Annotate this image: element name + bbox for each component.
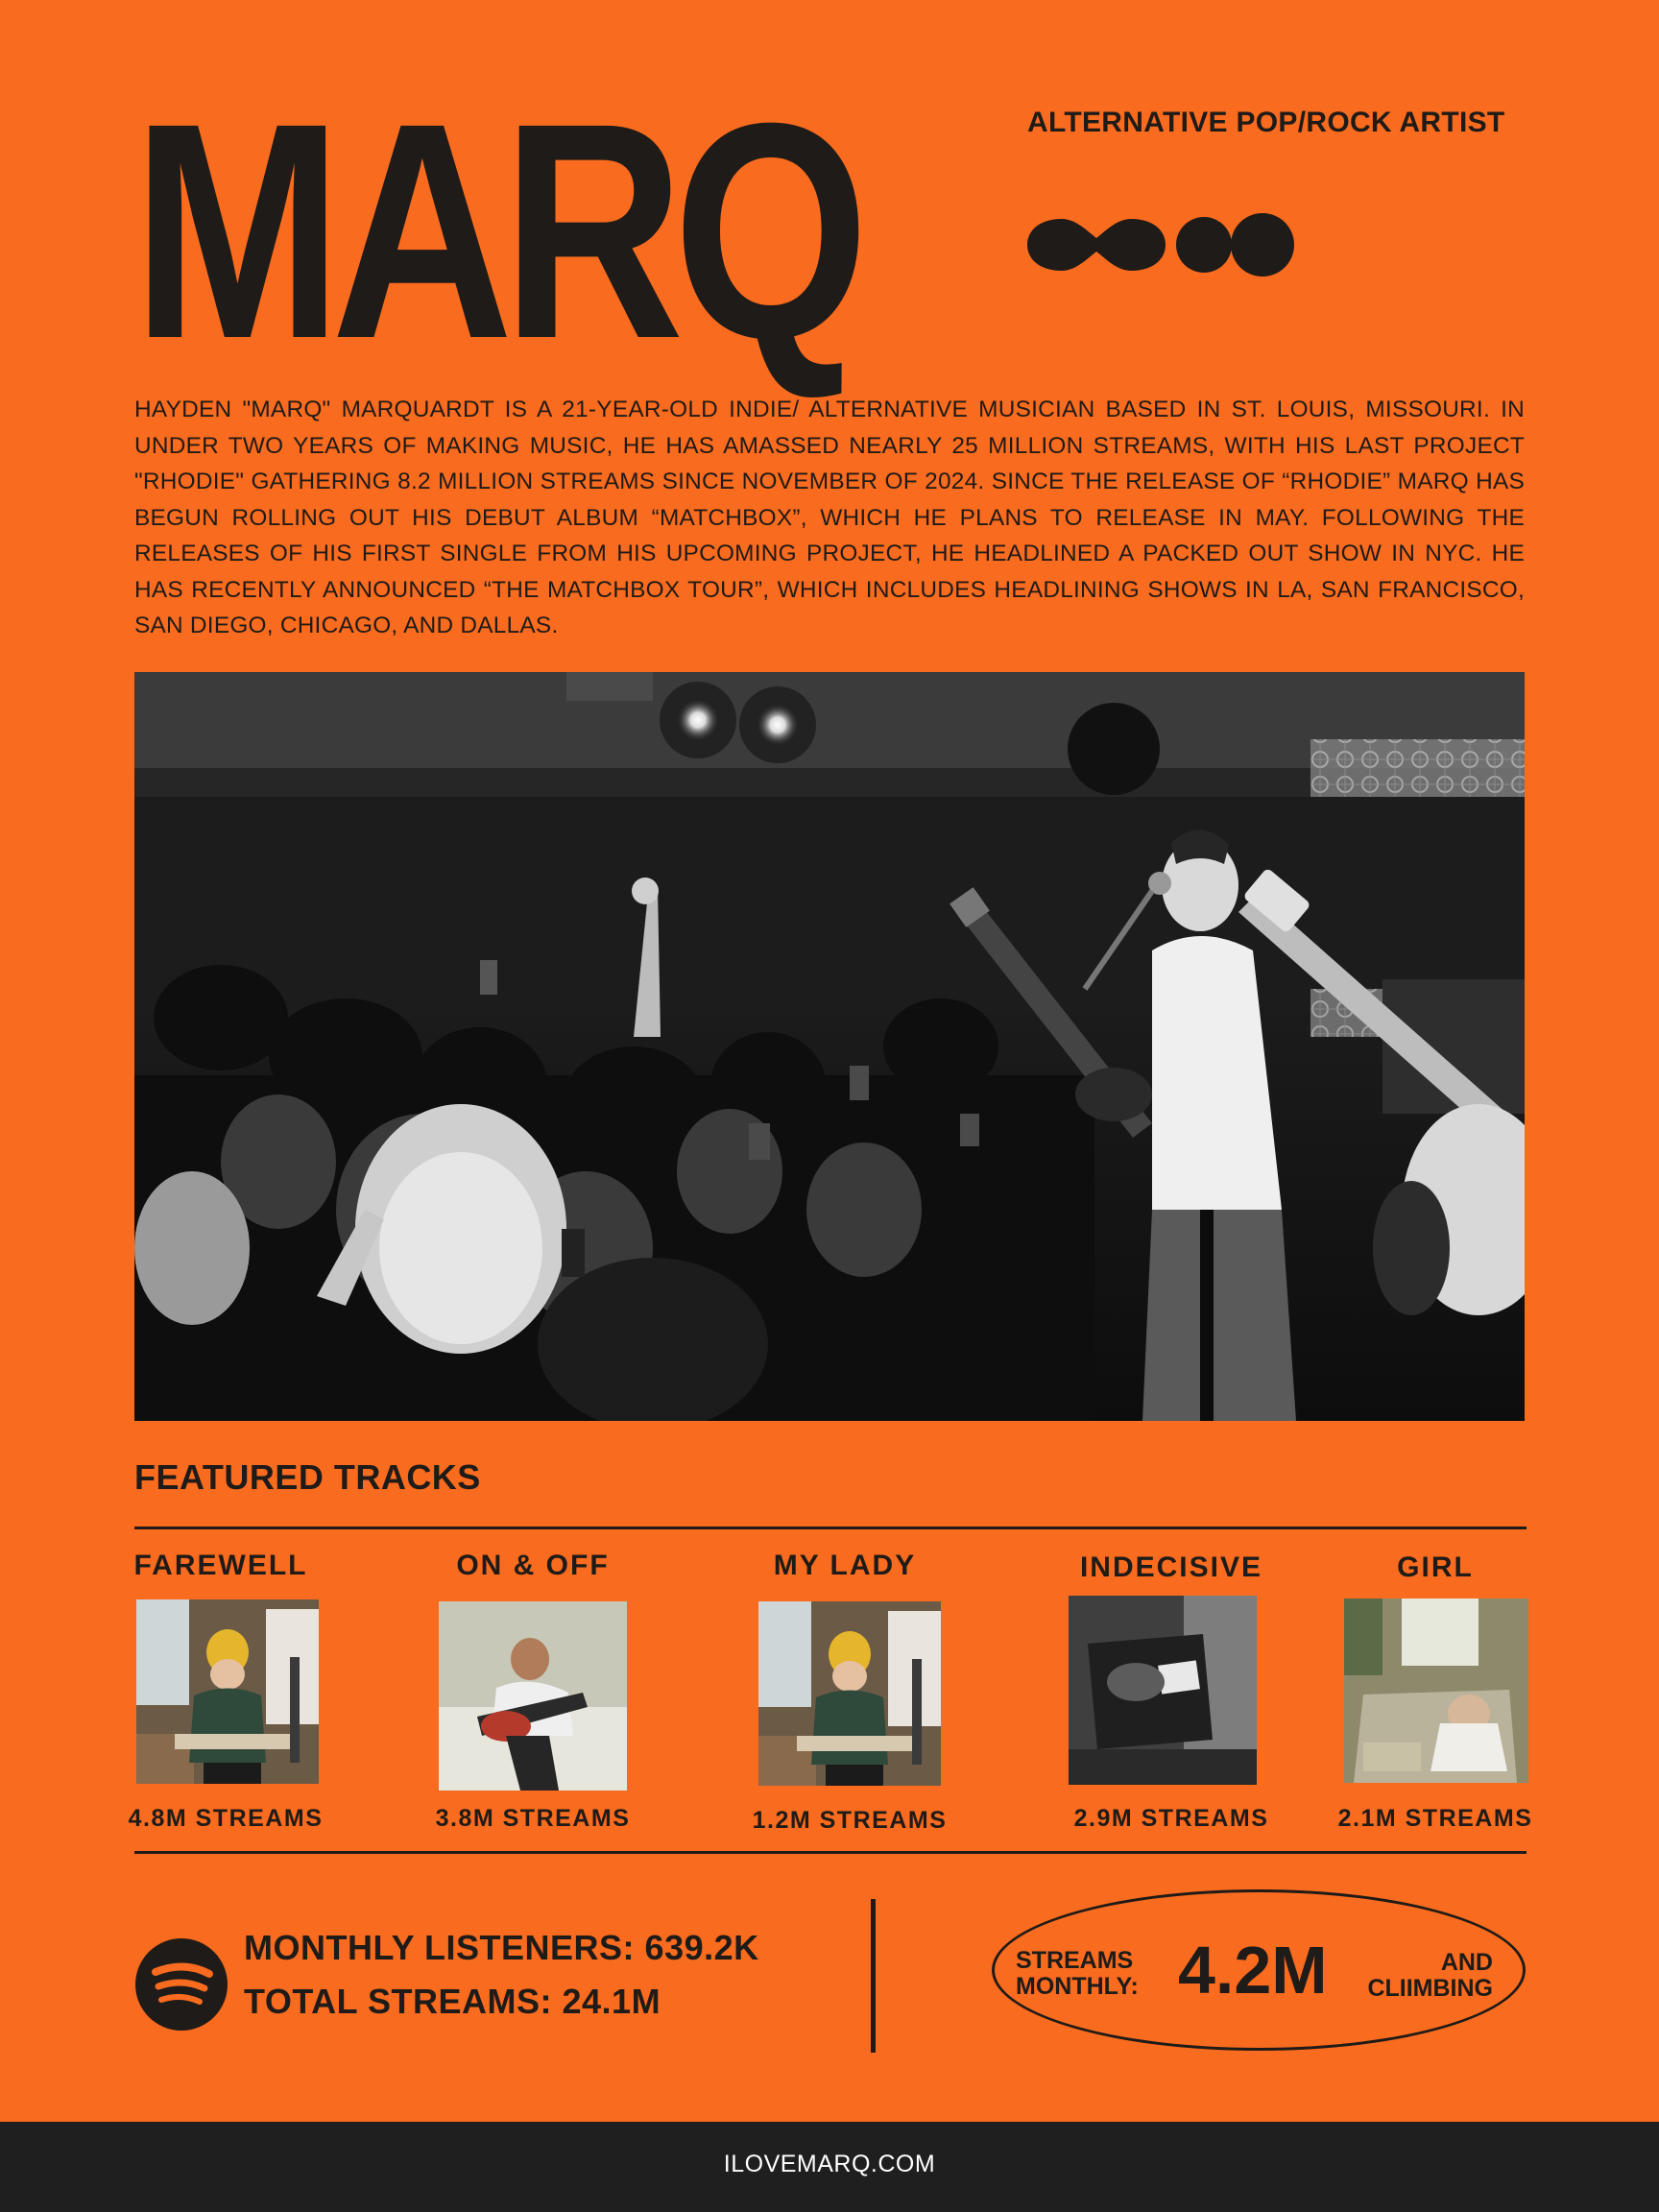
total-streams: TOTAL STREAMS: 24.1M xyxy=(244,1982,661,2021)
cover-art-bed-guitar xyxy=(439,1601,627,1791)
streams-label-line1: STREAMS xyxy=(1016,1947,1134,1974)
cover-art-room-guitar-alt xyxy=(758,1601,941,1786)
track-cover-farewell xyxy=(136,1599,319,1784)
spotify-icon xyxy=(134,1937,228,2032)
cover-art-bw-floor xyxy=(1069,1596,1257,1785)
trend-line2: CLIIMBING xyxy=(1367,1975,1493,2002)
track-cover-indecisive xyxy=(1069,1596,1257,1785)
infinity-dots-logo-icon xyxy=(1023,202,1302,288)
track-streams-my-lady: 1.2M STREAMS xyxy=(752,1807,948,1834)
track-title-my-lady: MY LADY xyxy=(773,1550,917,1581)
track-cover-my-lady xyxy=(758,1601,941,1786)
track-title-indecisive: INDECISIVE xyxy=(1079,1551,1263,1583)
concert-photo xyxy=(134,672,1525,1421)
track-streams-farewell: 4.8M STREAMS xyxy=(128,1805,324,1832)
track-title-girl: GIRL xyxy=(1397,1551,1474,1583)
track-cover-girl xyxy=(1344,1599,1528,1783)
cover-art-window-light xyxy=(1344,1599,1528,1783)
track-title-on-and-off: ON & OFF xyxy=(456,1550,610,1581)
featured-top-rule xyxy=(134,1527,1527,1529)
track-streams-on-and-off: 3.8M STREAMS xyxy=(435,1805,631,1832)
track-streams-indecisive: 2.9M STREAMS xyxy=(1073,1805,1269,1832)
artist-tagline: ALTERNATIVE POP/ROCK ARTIST xyxy=(1027,107,1505,138)
track-streams-girl: 2.1M STREAMS xyxy=(1337,1805,1533,1832)
website-link[interactable]: ILOVEMARQ.COM xyxy=(723,2151,936,2177)
artist-bio: HAYDEN "MARQ" MARQUARDT IS A 21-YEAR-OLD INDIE/ ALTERNATIVE MUSICIAN BASED IN ST. LOUIS, MISSOURI. IN UNDER TWO YEARS OF MAKING MUSIC, HE HAS AMASSED NEARLY 25 MILLION STREAMS, WITH HIS LAST PROJECT "RHODIE" GATHERING 8.2 MILLION STREAMS SINCE NOVEMBER OF 2024. SINCE THE RELEASE OF “RHODIE” MARQ HAS BEGUN ROLLING OUT HIS DEBUT ALBUM “MATCHBOX”, WHICH HE PLANS TO RELEASE IN MAY. FOLLOWING THE RELEASES OF HIS FIRST SINGLE FROM HIS UPCOMING PROJECT, HE HEADLINED A PACKED OUT SHOW IN NYC. HE HAS RECENTLY ANNOUNCED “THE MATCHBOX TOUR”, WHICH INCLUDES HEADLINING SHOWS IN LA, SAN FRANCISCO, SAN DIEGO, CHICAGO, AND DALLAS. xyxy=(134,397,1525,638)
featured-bottom-rule xyxy=(134,1851,1527,1854)
artist-name: MARQ xyxy=(132,59,858,402)
stats-divider xyxy=(871,1899,876,2053)
streams-monthly-value: 4.2M xyxy=(1178,1933,1328,2008)
featured-tracks-heading: FEATURED TRACKS xyxy=(134,1457,481,1497)
track-cover-on-and-off xyxy=(439,1601,627,1791)
monthly-listeners: MONTHLY LISTENERS: 639.2K xyxy=(244,1928,759,1967)
trend-line1: AND xyxy=(1440,1949,1493,1976)
streams-label-line2: MONTHLY: xyxy=(1016,1973,1139,2000)
cover-art-room-guitar xyxy=(136,1599,319,1784)
concert-photo-illustration xyxy=(134,672,1525,1421)
track-title-farewell: FAREWELL xyxy=(133,1550,308,1581)
